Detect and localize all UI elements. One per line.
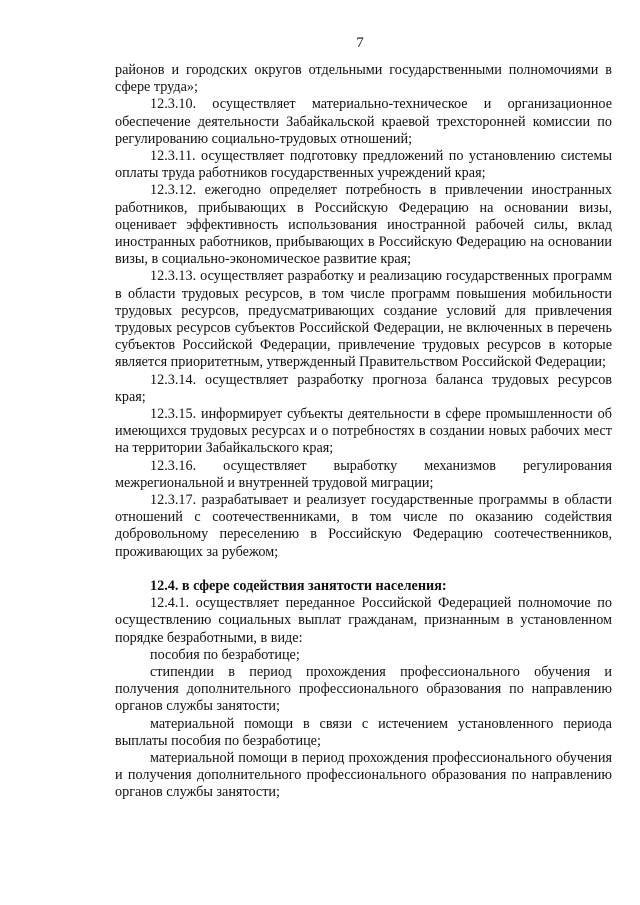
paragraph-12-3-10: 12.3.10. осуществляет материально-техническое и организационное обеспечение деятельности Забайкальской краевой трехсторонней комиссии по регулированию социально-трудовых отношений; (115, 96, 612, 147)
paragraph-12-3-13: 12.3.13. осуществляет разработку и реализацию государственных программ в области трудовых ресурсов, в том числе программ повышения мобильности трудовых ресурсов, предусматривающих создание условий для привлечения трудовых ресурсов субъектов Российской Федерации, не включенных в перечень субъектов Российской Федерации, привлечение трудовых ресурсов в которые является приоритетным, утвержденный Правительством Российской Федерации; (115, 268, 612, 371)
list-item-material-aid-training: материальной помощи в период прохождения профессионального обучения и получения дополнительного профессионального образования по направлению органов службы занятости; (115, 749, 612, 801)
paragraph-12-3-15: 12.3.15. информирует субъекты деятельности в сфере промышленности об имеющихся трудовых ресурсах и о потребностях в создании новых рабочих мест на территории Забайкальского края; (115, 406, 612, 457)
paragraph-12-3-16: 12.3.16. осуществляет выработку механизмов регулирования межрегиональной и внутренней трудовой миграции; (115, 457, 612, 491)
paragraph-continuation: районов и городских округов отдельными государственными полномочиями в сфере труда»; (115, 62, 612, 96)
list-item-unemployment-benefit: пособия по безработице; (150, 646, 300, 663)
paragraph-12-3-12: 12.3.12. ежегодно определяет потребность в привлечении иностранных работников, прибывающих в Российскую Федерацию на основании визы, оценивает эффективность использования иностранной рабочей силы, вклад иностранных работников, прибывающих в Российскую Федерацию на основании визы, в социально-экономическое развитие края; (115, 182, 612, 268)
paragraph-12-3-11: 12.3.11. осуществляет подготовку предложений по установлению системы оплаты труда работников государственных учреждений края; (115, 148, 612, 182)
list-item-stipend: стипендии в период прохождения профессионального обучения и получения дополнительного профессионального образования по направлению органов службы занятости; (115, 663, 612, 715)
paragraph-12-3-14: 12.3.14. осуществляет разработку прогноза баланса трудовых ресурсов края; (115, 371, 612, 405)
list-item-material-aid-expiry: материальной помощи в связи с истечением установленного периода выплаты пособия по безработице; (115, 715, 612, 749)
paragraph-12-3-17: 12.3.17. разрабатывает и реализует государственные программы в области отношений с соотечественниками, в том числе по оказанию содействия добровольному переселению в Российскую Федерацию соотечественников, проживающих за рубежом; (115, 492, 612, 560)
paragraph-12-4-1: 12.4.1. осуществляет переданное Российской Федерацией полномочие по осуществлению социальных выплат гражданам, признанным в установленном порядке безработными, в виде: (115, 595, 612, 646)
document-body (115, 62, 612, 802)
page-number: 7 (356, 35, 364, 51)
section-heading-12-4: 12.4. в сфере содействия занятости населения: (150, 577, 447, 594)
